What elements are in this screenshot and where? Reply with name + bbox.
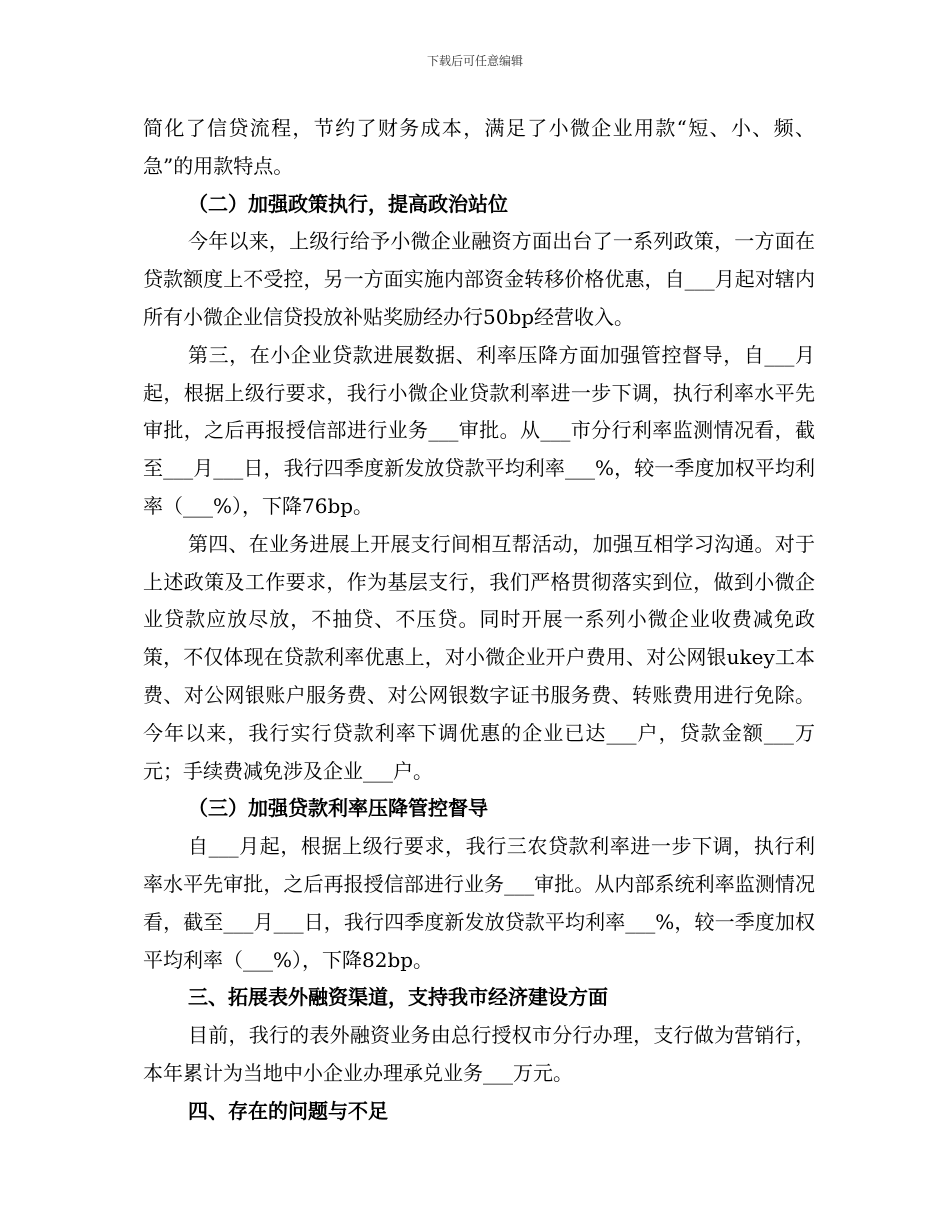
section-heading-off-balance-financing: 三、拓展表外融资渠道，支持我市经济建设方面 (188, 985, 608, 1010)
paragraph-policy-support: 今年以来，上级行给予小微企业融资方面出台了一系列政策，一方面在贷款额度上不受控，另一方面实施内部资金转移价格优惠，自___月起对辖内所有小微企业信贷投放补贴奖励经办行50bp经营收入。 (143, 229, 815, 329)
section-heading-problems: 四、存在的问题与不足 (188, 1098, 388, 1123)
page-header-note: 下载后可任意编辑 (426, 54, 523, 68)
section-heading-policy-execution: （二）加强政策执行，提高政治站位 (188, 191, 508, 216)
paragraph-credit-process: 简化了信贷流程，节约了财务成本，满足了小微企业用款“短、小、频、急”的用款特点。 (143, 116, 815, 178)
paragraph-fourth-mutual-help: 第四、在业务进展上开展支行间相互帮活动，加强互相学习沟通。对于上述政策及工作要求，作为基层支行，我们严格贯彻落实到位，做到小微企业贷款应放尽放，不抽贷、不压贷。同时开展一系列小微企业收费减免政策，不仅体现在贷款利率优惠上，对小微企业开户费用、对公网银ukey工本费、对公网银账户服务费、对公网银数字证书服务费、转账费用进行免除。今年以来，我行实行贷款利率下调优惠的企业已达___户，贷款金额___万元；手续费减免涉及企业___户。 (143, 531, 815, 783)
paragraph-agricultural-loan-rate: 自___月起，根据上级行要求，我行三农贷款利率进一步下调，执行利率水平先审批，之后再报授信部进行业务___审批。从内部系统利率监测情况看，截至___月___日，我行四季度新发放贷款平均利率___%，较一季度加权平均利率（___%），下降82bp。 (143, 834, 815, 972)
paragraph-third-rate-supervision: 第三，在小企业贷款进展数据、利率压降方面加强管控督导，自___月起，根据上级行要求，我行小微企业贷款利率进一步下调，执行利率水平先审批，之后再报授信部进行业务___审批。从___市分行利率监测情况看，截至___月___日，我行四季度新发放贷款平均利率___%，较一季度加权平均利率（___%），下降76bp。 (143, 342, 815, 518)
document-body (143, 110, 815, 1131)
paragraph-acceptance-business: 目前，我行的表外融资业务由总行授权市分行办理，支行做为营销行，本年累计为当地中小企业办理承兑业务___万元。 (143, 1023, 815, 1085)
section-heading-rate-reduction: （三）加强贷款利率压降管控督导 (188, 796, 488, 821)
